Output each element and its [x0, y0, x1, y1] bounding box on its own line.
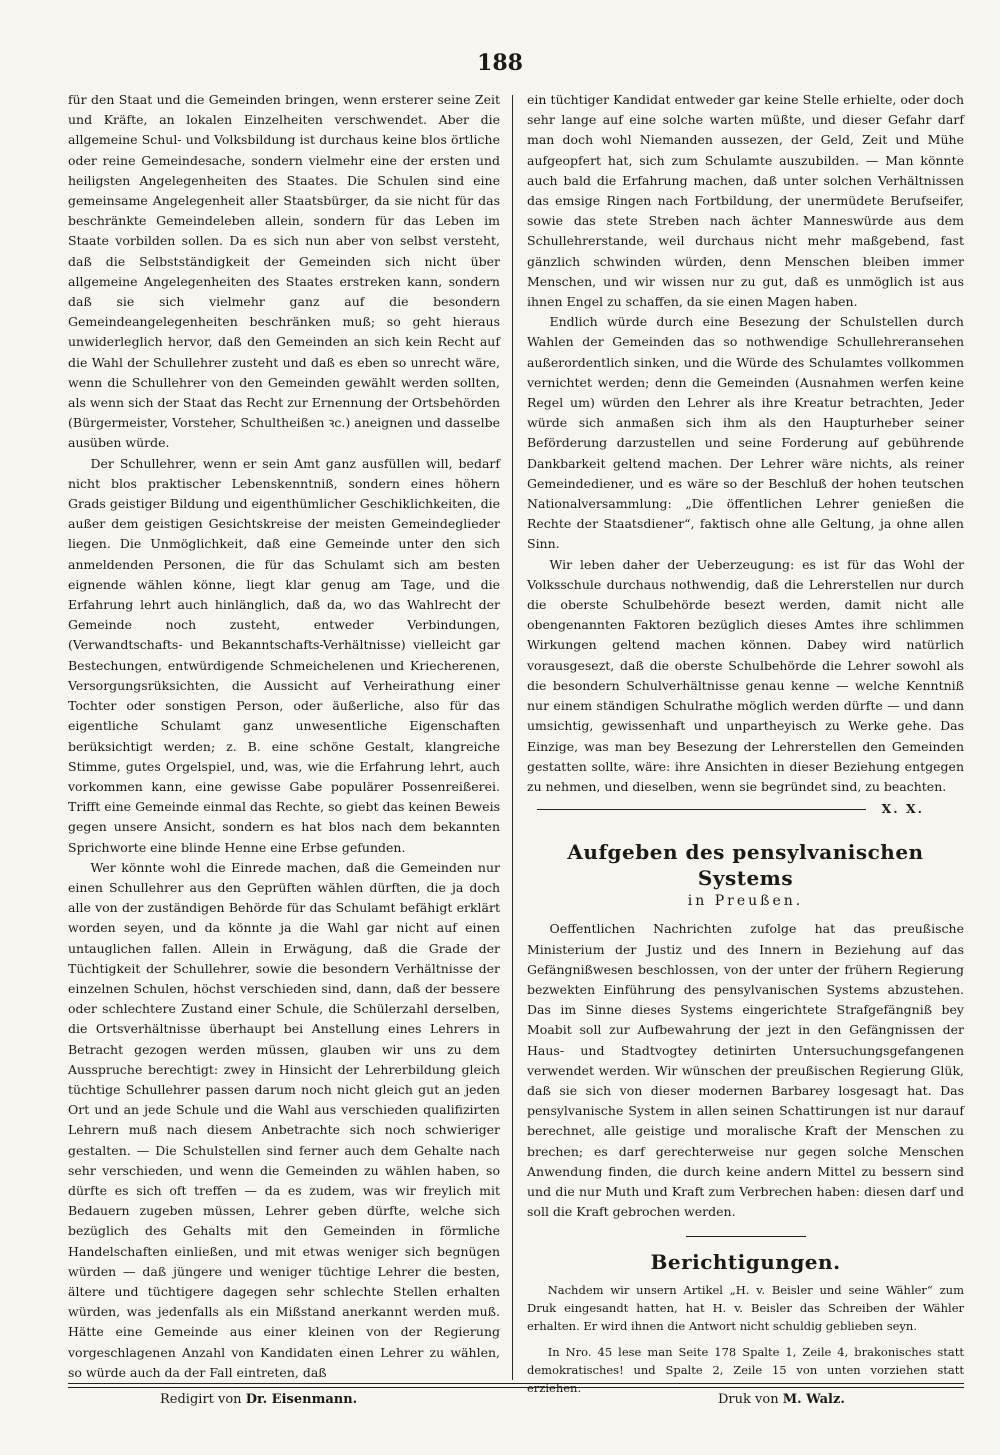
corrections-paragraph-2: In Nro. 45 lese man Seite 178 Spalte 1, Zeile 4, brakonisches statt demokratisches! und Spalte 2, Zeile 15 von unten vorziehen statt erziehen.	[527, 1345, 964, 1396]
left-paragraph-3: Wer könnte wohl die Einrede machen, daß die Gemeinden nur einen Schullehrer aus den Geprüften wählen dürften, die ja doch alle von der zuständigen Behörde für das Schulamt befähigt erklärt worden seyen, und da könnte ja die Wahl gar nicht auf einen untauglichen fallen. Allein in Erwägung, daß die Grade der Tüchtigkeit der Schullehrer, sowie die besondern Verhältnisse der einzelnen Schulen, höchst verschieden sind, dann, daß der bessere oder schlechtere Zustand einer Schule, die Schülerzahl derselben, die Ortsverhältnisse überhaupt bei Anstellung eines Lehrers in Betracht gezogen werden müssen, glauben wir uns zu dem Ausspruche berechtigt: zwey in Hinsicht der Lehrerbildung gleich tüchtige Schullehrer passen darum noch nicht gleich gut an jeden Ort und an jede Schule und die Wahl aus verschieden qualifizirten Lehrern muß nach diesem Anbetrachte sich noch schwieriger gestalten. — Die Schulstellen sind ferner auch dem Gehalte nach sehr verschieden, und wenn die Gemeinden zu wählen haben, so dürfte es sich oft treffen — da es zudem, was wir freylich mit Bedauern zugeben müssen, Lehrer geben dürfte, welche sich bezüglich des Gehalts mit den Gemeinden in förmliche Handelschaften einließen, und mit etwas weniger sich begnügen würden — daß jüngere und weniger tüchtige Lehrer die besten, ältere und tüchtigere dagegen sehr schlechte Stellen erhalten würden, was jedenfalls als ein Mißstand anerkannt werden muß. Hätte eine Gemeinde aus einer kleinen von der Regierung vorgeschlagenen Anzahl von Kandidaten einen Lehrer zu wählen, so würde auch da der Fall eintreten, daß	[68, 859, 500, 1380]
article-signature: X. X.	[881, 801, 924, 817]
printer-name: M. Walz.	[782, 1392, 845, 1407]
article-subhead: in Preußen.	[687, 893, 804, 910]
editor-credit	[160, 1392, 357, 1407]
right-column	[527, 90, 964, 1396]
left-column	[68, 90, 500, 1380]
editor-prefix: Redigirt von	[160, 1392, 242, 1407]
editor-name: Dr. Eisenmann.	[245, 1392, 358, 1407]
article-headline: Aufgeben des pensylvanischen Systems	[567, 840, 924, 891]
signature-rule	[537, 809, 866, 810]
right-paragraph-3: Wir leben daher der Ueberzeugung: es ist für das Wohl der Volksschule durchaus nothwendig, daß die Lehrerstellen nur durch die oberste Schulbehörde besezt werden, damit nicht alle obengenannten Faktoren bezüglich dieses Amtes ihre schlimmen Wirkungen geltend machen können. Dabey wird natürlich vorausgesezt, daß die oberste Schulbehörde die Lehrer sowohl als die besondern Schulverhältnisse genau kenne — welche Kenntniß nur einem ständigen Schulrathe möglich werden dürfte — und dann umsichtig, gewissenhaft und unpartheyisch zu Werke gehe. Das Einzige, was man bey Besezung der Lehrerstellen den Gemeinden gestatten sollte, wäre: ihre Ansichten in dieser Beziehung entgegen zu nehmen, und dieselben, wenn sie begründet sind, zu beachten.	[527, 556, 964, 794]
left-paragraph-1: für den Staat und die Gemeinden bringen, wenn ersterer seine Zeit und Kräfte, an lokalen Einzelheiten verschwendet. Aber die allgemeine Schul- und Volksbildung ist durchaus keine blos örtliche oder reine Gemeindesache, sondern vielmehr eine der ersten und heiligsten Angelegenheiten des Staates. Die Schulen sind eine gemeinsame Angelegenheit aller Staatsbürger, da sie nicht für das beschränkte Gemeindeleben allein, sondern für das Leben im Staate vorbilden sollen. Da es sich nun aber von selbst versteht, daß die Selbstständigkeit der Gemeinden sich nicht über allgemeine Angelegenheiten des Staates erstreken kann, sondern daß sie sich vielmehr ganz auf die besondern Gemeindeangelegenheiten beschränken muß; so geht hieraus unwiderleglich hervor, daß den Gemeinden an sich kein Recht auf die Wahl der Schullehrer zusteht und daß es eben so unrecht wäre, wenn die Schullehrer von den Gemeinden gewählt werden sollten, als wenn sich der Staat das Recht zur Ernennung der Ortsbehörden (Bürgermeister, Vorsteher, Schultheißen ꝛc.) aneignen und dasselbe ausüben würde.	[68, 92, 500, 451]
page-number: 188	[477, 50, 523, 76]
signature-line	[527, 799, 964, 819]
section-divider	[686, 1236, 806, 1237]
article-body: Oeffentlichen Nachrichten zufolge hat das preußische Ministerium der Justiz und des Innern in Beziehung auf das Gefängnißwesen beschlossen, von der unter der frühern Regierung bezwekten Einführung des pensylvanischen Systems abzustehen. Das im Sinne dieses Systems eingerichtete Strafgefängniß bey Moabit soll zur Aufbewahrung der jezt in den Gefängnissen der Haus- und Stadtvogtey detinirten Untersuchungsgefangenen verwendet werden. Wir wünschen der preußischen Regierung Glük, daß sie sich von dieser modernen Barbarey losgesagt hat. Das pensylvanische System in allen seinen Schattirungen ist nur darauf berechnet, alle geistige und moralische Kraft der Menschen zu brechen; es darf gerechterweise nur gegen solche Menschen Anwendung finden, die durch keine andern Mittel zu bessern sind und die nur Muth und Kraft zum Verbrechen haben: diesen darf und soll die Kraft gebrochen werden.	[527, 921, 964, 1220]
corrections-paragraph-1: Nachdem wir unsern Artikel „H. v. Beisler und seine Wähler“ zum Druk eingesandt hatten, hat H. v. Beisler das Schreiben der Wähler erhalten. Er wird ihnen die Antwort nicht schuldig geblieben seyn.	[527, 1283, 964, 1334]
corrections-headline: Berichtigungen.	[650, 1250, 841, 1275]
footer-rule	[68, 1383, 964, 1388]
footer	[0, 1392, 1000, 1416]
left-paragraph-2: Der Schullehrer, wenn er sein Amt ganz ausfüllen will, bedarf nicht blos praktischer Lebenskenntniß, sondern eines höhern Grads geistiger Bildung und eigenthümlicher Geschiklichkeiten, die außer dem geistigen Gesichtskreise der meisten Gemeindeglieder liegen. Die Unmöglichkeit, daß eine Gemeinde unter den sich anmeldenden Personen, die für das Schulamt sich am besten eignende wählen könne, liegt klar genug am Tage, und die Erfahrung lehrt auch hinlänglich, daß da, wo das Wahlrecht der Gemeinde noch zusteht, entweder Verbindungen, (Verwandtschafts- und Bekanntschafts-Verhältnisse) vielleicht gar Bestechungen, entwürdigende Schmeichelenen und Kriecherenen, Versorgungsrüksichten, die Aussicht auf Verheirathung einer Tochter oder sonstigen Person, oder äußerliche, also für das eigentliche Schulamt ganz unwesentliche Eigenschaften berüksichtigt werden; z. B. eine schöne Gestalt, klangreiche Stimme, gutes Orgelspiel, und, was, wie die Erfahrung lehrt, auch vorkommen kann, eine gewisse Gabe populärer Possenreißerei. Trifft eine Gemeinde einmal das Rechte, so giebt das keinen Beweis gegen unsere Ansicht, sondern es hat blos nach dem bekannten Sprichworte eine blinde Henne eine Erbse gefunden.	[68, 455, 500, 855]
right-paragraph-1: ein tüchtiger Kandidat entweder gar keine Stelle erhielte, oder doch sehr lange auf eine solche warten müßte, und dieser Gefahr darf man doch wohl Niemanden aussezen, der Geld, Zeit und Mühe aufgeopfert hat, sich zum Schulamte auszubilden. — Man könnte auch bald die Erfahrung machen, daß unter solchen Verhältnissen das emsige Ringen nach Fortbildung, der unermüdete Berufseifer, sowie das stete Streben nach ächter Manneswürde aus dem Schullehrerstande, weil durchaus nicht mehr maßgebend, fast gänzlich schwinden würden, denn Menschen bleiben immer Menschen, und wir wissen nur zu gut, daß es unmöglich ist aus ihnen Engel zu schaffen, da sie einen Magen haben.	[527, 92, 964, 310]
right-paragraph-2: Endlich würde durch eine Besezung der Schulstellen durch Wahlen der Gemeinden das so nothwendige Schullehreransehen außerordentlich sinken, und die Würde des Schulamtes vollkommen vernichtet werden; denn die Gemeinden (Ausnahmen werfen keine Regel um) würden den Lehrer als ihre Kreatur betrachten, Jeder würde sich anmaßen sich ihm als den Haupturheber seiner Beförderung darzustellen und seine Forderung auf gebührende Dankbarkeit geltend machen. Der Lehrer wäre nichts, als reiner Gemeindediener, und es wäre so der Beschluß der hohen teutschen Nationalversammlung: „Die öffentlichen Lehrer genießen die Rechte der Staatsdiener“, faktisch ohne alle Geltung, ja ohne allen Sinn.	[527, 314, 964, 552]
printer-prefix: Druk von	[718, 1392, 779, 1407]
column-divider	[512, 95, 513, 1380]
printer-credit	[718, 1392, 845, 1407]
